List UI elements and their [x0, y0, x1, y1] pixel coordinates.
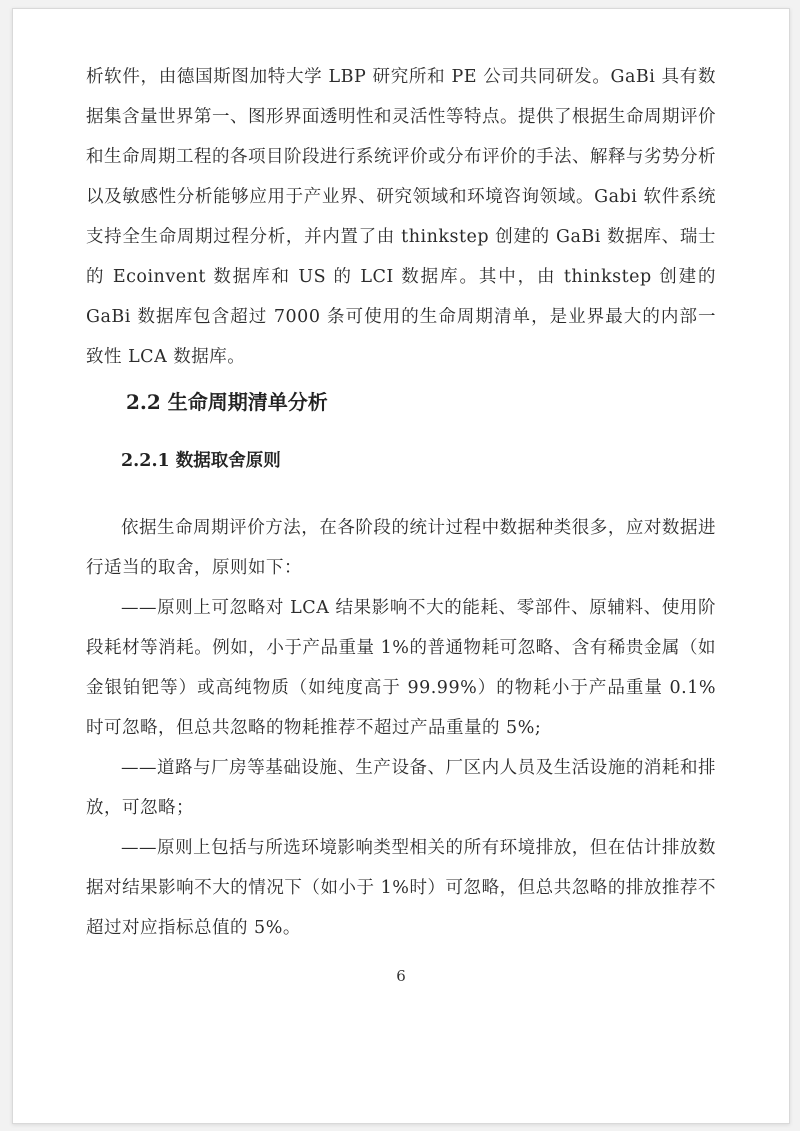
bullet-item-emissions: ——原则上包括与所选环境影响类型相关的所有环境排放，但在估计排放数据对结果影响不大的情况下（如小于 1%时）可忽略，但总共忽略的排放推荐不超过对应指标总值的 5%。 — [86, 838, 716, 938]
heading-subsection-2-2-1: 2.2.1 数据取舍原则 — [121, 451, 281, 471]
bullet-item-infrastructure: ——道路与厂房等基础设施、生产设备、厂区内人员及生活设施的消耗和排放，可忽略； — [86, 758, 716, 818]
page-content — [13, 9, 789, 986]
page-number: 6 — [396, 967, 406, 985]
document-page — [12, 8, 790, 1124]
paragraph-data-selection-intro: 依据生命周期评价方法，在各阶段的统计过程中数据种类很多，应对数据进行适当的取舍，原则如下： — [86, 518, 716, 578]
paragraph-gabi-intro-continued: 析软件，由德国斯图加特大学 LBP 研究所和 PE 公司共同研发。GaBi 具有数据集含量世界第一、图形界面透明性和灵活性等特点。提供了根据生命周期评价和生命周期工程的各项目阶段进行系统评价或分布评价的手法、解释与劣势分析以及敏感性分析能够应用于产业界、研究领域和环境咨询领域。Gabi 软件系统支持全生命周期过程分析，并内置了由 thinkstep 创建的 GaBi 数据库、瑞士的 Ecoinvent 数据库和 US 的 LCI 数据库。其中，由 thinkstep 创建的 GaBi 数据库包含超过 7000 条可使用的生命周期清单，是业界最大的内部一致性 LCA 数据库。 — [86, 67, 716, 367]
heading-section-2-2: 2.2 生命周期清单分析 — [126, 390, 328, 414]
bullet-item-energy-materials: ——原则上可忽略对 LCA 结果影响不大的能耗、零部件、原辅料、使用阶段耗材等消耗。例如，小于产品重量 1%的普通物耗可忽略、含有稀贵金属（如金银铂钯等）或高纯物质（如纯度高于 99.99%）的物耗小于产品重量 0.1%时可忽略，但总共忽略的物耗推荐不超过产品重量的 5%; — [86, 598, 716, 738]
